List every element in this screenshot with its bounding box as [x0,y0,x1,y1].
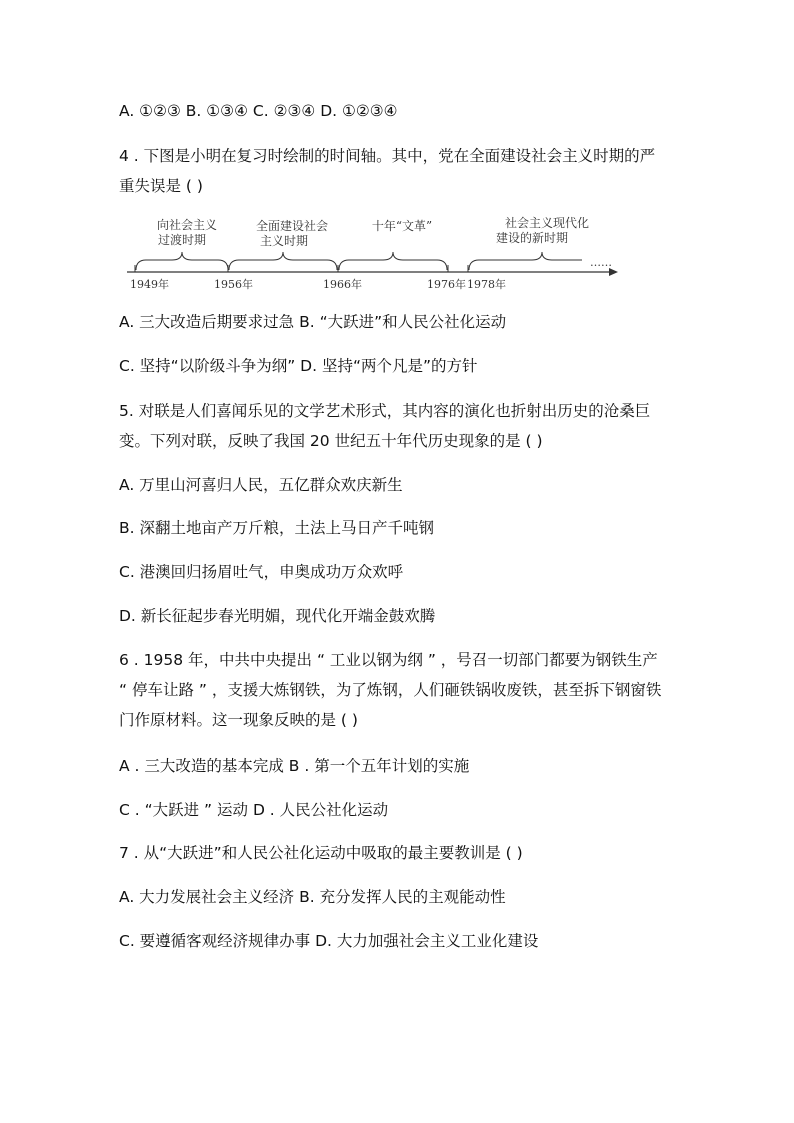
q5-stem-line-1: 5. 对联是人们喜闻乐见的文学艺术形式，其内容的演化也折射出历史的沧桑巨 [119,402,651,420]
q6-options-line-2: C . “大跃进 ” 运动 D . 人民公社化运动 [119,801,389,819]
q7-options-line-2: C. 要遵循客观经济规律办事 D. 大力加强社会主义工业化建设 [119,932,539,950]
period-2-label-line1: 全面建设社会 [255,219,329,233]
q7-options-line-1: A. 大力发展社会主义经济 B. 充分发挥人民的主观能动性 [119,888,506,906]
timeline-ellipsis: …… [590,256,612,269]
period-brace-3 [339,252,447,270]
year-1978: 1978年 [467,278,506,291]
q5-option-d: D. 新长征起步春光明媚，现代化开端金鼓欢腾 [119,607,436,625]
q6-stem-line-2: “ 停车让路 ” ，支援大炼钢铁，为了炼钢，人们砸铁锅收废铁，甚至拆下钢窗铁 [119,681,662,699]
q6-stem-line-1: 6 . 1958 年，中共中央提出 “ 工业以钢为纲 ” ，号召一切部门都要为钢铁生产 [119,651,658,669]
q5-stem-line-2: 变。下列对联，反映了我国 20 世纪五十年代历史现象的是 ( ) [119,432,543,450]
period-4-label-line2: 建设的新时期 [495,231,569,245]
timeline-figure [127,208,619,292]
q4-stem-line-1: 4 . 下图是小明在复习时绘制的时间轴。其中，党在全面建设社会主义时期的严 [119,147,656,165]
period-brace-1 [136,252,228,270]
q3-options: A. ①②③ B. ①③④ C. ②③④ D. ①②③④ [119,102,398,120]
period-4-label-line1: 社会主义现代化 [504,216,590,230]
period-2-label-line2: 主义时期 [259,234,309,248]
year-1966: 1966年 [323,278,362,291]
year-1949: 1949年 [130,278,169,291]
period-1-label-line2: 过渡时期 [157,233,207,247]
q6-stem-line-3: 门作原材料。这一现象反映的是 ( ) [119,711,358,729]
q4-stem-line-2: 重失误是 ( ) [119,177,203,195]
q4-options-line-1: A. 三大改造后期要求过急 B. “大跃进”和人民公社化运动 [119,313,507,331]
q7-stem: 7 . 从“大跃进”和人民公社化运动中吸取的最主要教训是 ( ) [119,844,523,862]
q5-option-a: A. 万里山河喜归人民，五亿群众欢庆新生 [119,476,403,494]
year-1976: 1976年 [427,278,466,291]
q5-option-b: B. 深翻土地亩产万斤粮，土法上马日产千吨钢 [119,519,434,537]
period-brace-4 [469,252,582,270]
period-brace-2 [229,252,337,270]
q6-options-line-1: A . 三大改造的基本完成 B . 第一个五年计划的实施 [119,757,470,775]
timeline-arrow [609,268,618,276]
period-3-label-line1: 十年“文革” [371,219,433,233]
q5-option-c: C. 港澳回归扬眉吐气，申奥成功万众欢呼 [119,563,404,581]
year-1956: 1956年 [214,278,253,291]
period-1-label-line1: 向社会主义 [156,218,218,232]
q4-options-line-2: C. 坚持“以阶级斗争为纲” D. 坚持“两个凡是”的方针 [119,357,478,375]
